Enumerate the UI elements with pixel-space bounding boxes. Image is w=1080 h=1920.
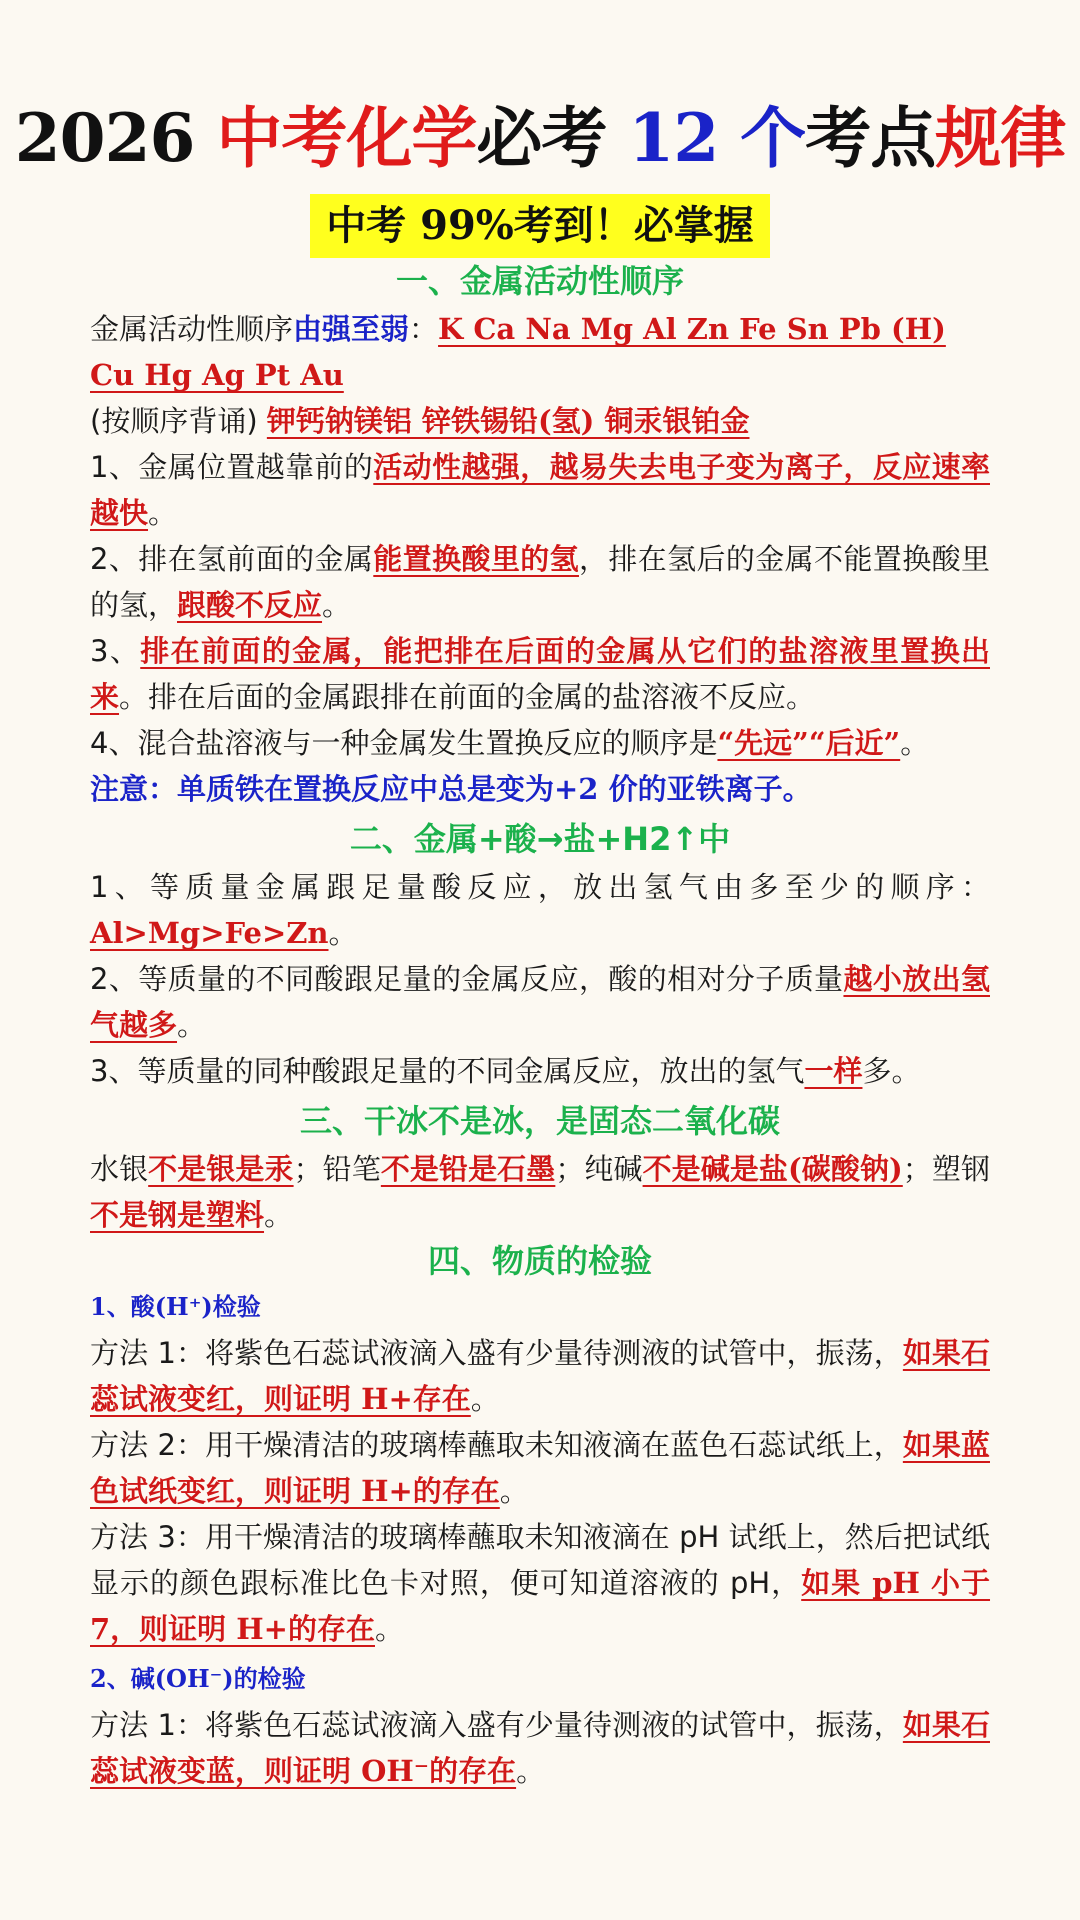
sec4-m2-text: 方法 2：用干燥清洁的玻璃棒蘸取未知液滴在蓝色石蕊试纸上，	[90, 1428, 903, 1462]
sec2-p3-text: 3、等质量的同种酸跟足量的不同金属反应，放出的氢气	[90, 1054, 805, 1088]
sec4-m3-highlight: 如果 pH 小于 7，则证明 H+的存在	[90, 1566, 991, 1646]
sec1-p2-highlight-2: 跟酸不反应	[177, 588, 323, 622]
sec4-m1-end: 。	[470, 1382, 500, 1416]
sec1-mnemonic: 钾钙钠镁铝 锌铁锡铅(氢) 铜汞银铂金	[266, 404, 750, 438]
sec1-mnemonic-line	[90, 398, 990, 444]
sec1-p1-highlight: 活动性越强，越易失去电子变为离子，反应速率越快	[90, 450, 990, 530]
sec2-p2-end: 。	[177, 1008, 207, 1042]
sec2-p2-text: 2、等质量的不同酸跟足量的金属反应，酸的相对分子质量	[90, 962, 844, 996]
sec1-order-label: 金属活动性顺序	[90, 312, 294, 346]
sec2-p1-end: 。	[328, 916, 358, 950]
sec4-m4-end: 。	[516, 1754, 546, 1788]
sec1-p4-highlight: “先远”“后近”	[717, 726, 901, 760]
sec4-m1-highlight: 如果石蕊试液变红，则证明 H+存在	[90, 1336, 990, 1416]
sec1-metal-series: K Ca Na Mg Al Zn Fe Sn Pb (H) Cu Hg Ag Pt Au	[90, 312, 946, 392]
sec1-point-3	[90, 628, 990, 720]
sec1-p2-end: 。	[322, 588, 352, 622]
title-must: 必考	[476, 99, 629, 177]
sec3-soda: ；纯碱	[555, 1152, 643, 1186]
sec3-end: 。	[264, 1198, 294, 1232]
sec1-p4-text: 4、混合盐溶液与一种金属发生置换反应的顺序是	[90, 726, 718, 760]
sec1-point-4	[90, 720, 990, 766]
sec3-paragraph	[90, 1146, 990, 1238]
sec2-p3-end: 多。	[862, 1054, 921, 1088]
sec2-point-2	[90, 956, 990, 1048]
sec4-m4-text: 方法 1：将紫色石蕊试液滴入盛有少量待测液的试管中，振荡，	[90, 1708, 903, 1742]
title-year: 2026	[14, 99, 217, 177]
sec4-sub-base: 2、碱(OH⁻)的检验	[90, 1664, 306, 1693]
sec4-sub-acid: 1、酸(H⁺)检验	[90, 1292, 261, 1321]
banner-wrap	[0, 194, 1080, 258]
sec2-point-3	[90, 1048, 990, 1094]
sec1-p3-highlight: 排在前面的金属，能把排在后面的金属从它们的盐溶液里置换出来	[90, 634, 990, 714]
sec4-acid-method-2	[90, 1422, 990, 1514]
sec4-m2-end: 。	[499, 1474, 529, 1508]
section-heading-2: 二、金属+酸→盐+H2↑中	[349, 820, 731, 858]
sec3-soda-fact: 不是碱是盐(碳酸钠)	[642, 1152, 903, 1186]
title-count: 12 个	[628, 99, 806, 177]
sec3-pencil: ；铅笔	[293, 1152, 381, 1186]
sec2-point-1	[90, 864, 990, 956]
page-title	[0, 98, 1080, 178]
sec1-p3-text: 。排在后面的金属跟排在前面的金属的盐溶液不反应。	[119, 680, 816, 714]
highlight-banner: 中考 99%考到！必掌握	[310, 194, 770, 258]
sec4-m3-text: 方法 3：用干燥清洁的玻璃棒蘸取未知液滴在 pH 试纸上，然后把试纸显示的颜色跟标准比色卡对照，便可知道溶液的 pH，	[90, 1520, 990, 1600]
sec1-p2-highlight: 能置换酸里的氢	[373, 542, 579, 576]
sec1-colon: ：	[409, 312, 439, 346]
sec1-order-direction: 由强至弱	[293, 312, 410, 346]
sec4-m4-highlight: 如果石蕊试液变蓝，则证明 OH⁻的存在	[90, 1708, 990, 1788]
sec1-mnemonic-label: (按顺序背诵)	[90, 404, 267, 438]
sec4-m3-end: 。	[374, 1612, 404, 1646]
sec1-p1-end: 。	[148, 496, 178, 530]
sec4-acid-method-3	[90, 1514, 990, 1652]
section-heading-3: 三、干冰不是冰，是固态二氧化碳	[299, 1102, 780, 1140]
sec1-point-1	[90, 444, 990, 536]
sec4-acid-method-1	[90, 1330, 990, 1422]
sec3-pencil-fact: 不是铅是石墨	[380, 1152, 556, 1186]
sec2-p1-highlight: Al>Mg>Fe>Zn	[90, 916, 329, 950]
title-points: 考点	[805, 99, 936, 177]
sec1-p1-text: 1、金属位置越靠前的	[90, 450, 374, 484]
title-rules: 规律	[935, 99, 1066, 177]
sec2-p2-highlight: 越小放出氢气越多	[90, 962, 990, 1042]
sec4-m2-highlight: 如果蓝色试纸变红，则证明 H+的存在	[90, 1428, 990, 1508]
sec3-mercury: 水银	[90, 1152, 149, 1186]
section-heading-1: 一、金属活动性顺序	[395, 262, 684, 300]
title-subject: 中考化学	[216, 99, 477, 177]
sec3-plastic-steel-fact: 不是钢是塑料	[90, 1198, 265, 1232]
sec1-point-2	[90, 536, 990, 628]
sec1-p2-text: 2、排在氢前面的金属	[90, 542, 374, 576]
sec3-mercury-fact: 不是银是汞	[148, 1152, 294, 1186]
sec4-m1-text: 方法 1：将紫色石蕊试液滴入盛有少量待测液的试管中，振荡，	[90, 1336, 903, 1370]
sec1-p4-end: 。	[900, 726, 930, 760]
sec1-p2-text-2: ，排在氢后的金属不能置换酸里的氢，	[90, 542, 990, 622]
sec1-note: 注意：单质铁在置换反应中总是变为+2 价的亚铁离子。	[90, 772, 812, 806]
sec1-p3-number: 3、	[90, 634, 141, 668]
sec2-p1-text: 1、等质量金属跟足量酸反应，放出氢气由多至少的顺序：	[90, 870, 990, 904]
sec4-base-method-1	[90, 1702, 990, 1794]
sec3-plastic-steel: ；塑钢	[902, 1152, 990, 1186]
sec1-order-line	[90, 306, 990, 398]
sec2-p3-highlight: 一样	[804, 1054, 863, 1088]
section-heading-4: 四、物质的检验	[427, 1242, 652, 1280]
